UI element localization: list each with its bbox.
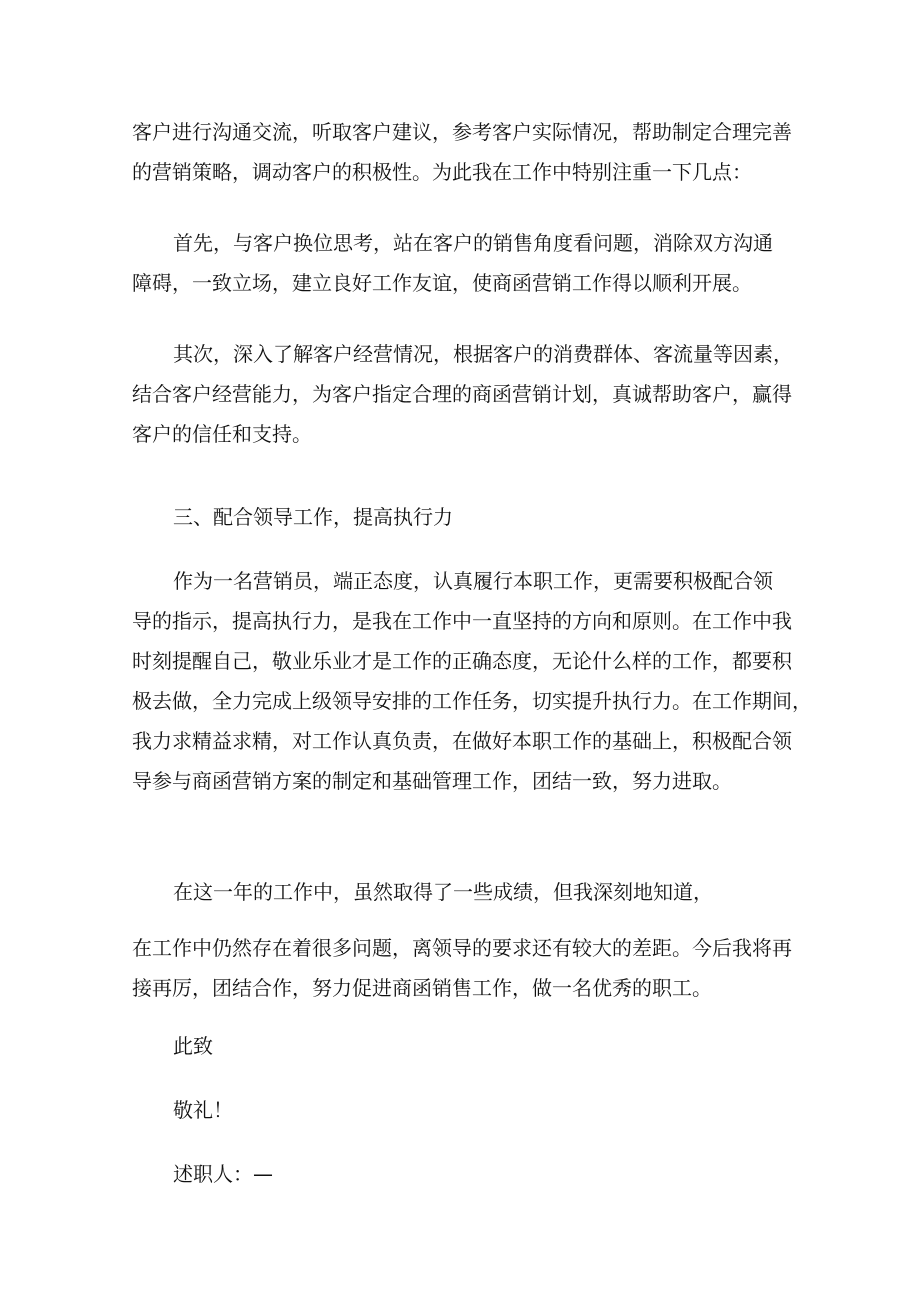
closing-regards bbox=[132, 1090, 792, 1130]
text-line: 障碍，一致立场，建立良好工作友谊，使商函营销工作得以顺利开展。 bbox=[132, 271, 752, 295]
signature-line bbox=[132, 1154, 792, 1194]
section-heading-text: 三、配合领导工作，提高执行力 bbox=[173, 505, 453, 529]
text-line: 导的指示，提高执行力，是我在工作中一直坚持的方向和原则。在工作中我 bbox=[132, 609, 792, 633]
paragraph-summary-cont bbox=[132, 928, 792, 1008]
text-line: 首先，与客户换位思考，站在客户的销售角度看问题，消除双方沟通 bbox=[173, 231, 773, 255]
text-line: 结合客户经营能力，为客户指定合理的商函营销计划，真诚帮助客户，赢得 bbox=[132, 382, 792, 406]
paragraph-second-point bbox=[132, 334, 792, 454]
section-heading-3 bbox=[132, 497, 792, 537]
paragraph-first-point bbox=[132, 223, 792, 303]
text-line: 客户的信任和支持。 bbox=[132, 422, 312, 446]
paragraph-intro bbox=[132, 112, 792, 192]
text-line: 的营销策略，调动客户的积极性。为此我在工作中特别注重一下几点： bbox=[132, 160, 752, 184]
paragraph-summary-start bbox=[132, 872, 792, 912]
text-line: 此致 bbox=[173, 1034, 213, 1058]
text-line: 敬礼！ bbox=[173, 1098, 233, 1122]
text-line: 在这一年的工作中，虽然取得了一些成绩，但我深刻地知道， bbox=[173, 880, 713, 904]
text-line: 我力求精益求精，对工作认真负责，在做好本职工作的基础上，积极配合领 bbox=[132, 729, 792, 753]
text-line: 作为一名营销员，端正态度，认真履行本职工作，更需要积极配合领 bbox=[173, 569, 773, 593]
text-line: 极去做，全力完成上级领导安排的工作任务，切实提升执行力。在工作期间， bbox=[132, 689, 812, 713]
paragraph-execution bbox=[132, 561, 812, 801]
text-line: 时刻提醒自己，敬业乐业才是工作的正确态度，无论什么样的工作，都要积 bbox=[132, 649, 792, 673]
text-line: 述职人：— bbox=[173, 1162, 273, 1186]
text-line: 其次，深入了解客户经营情况，根据客户的消费群体、客流量等因素， bbox=[173, 342, 793, 366]
closing-salutation bbox=[132, 1026, 792, 1066]
text-line: 接再厉，团结合作，努力促进商函销售工作，做一名优秀的职工。 bbox=[132, 976, 712, 1000]
text-line: 在工作中仍然存在着很多问题，离领导的要求还有较大的差距。今后我将再 bbox=[132, 936, 792, 960]
text-line: 导参与商函营销方案的制定和基础管理工作，团结一致，努力进取。 bbox=[132, 769, 732, 793]
text-line: 客户进行沟通交流，听取客户建议，参考客户实际情况，帮助制定合理完善 bbox=[132, 120, 792, 144]
